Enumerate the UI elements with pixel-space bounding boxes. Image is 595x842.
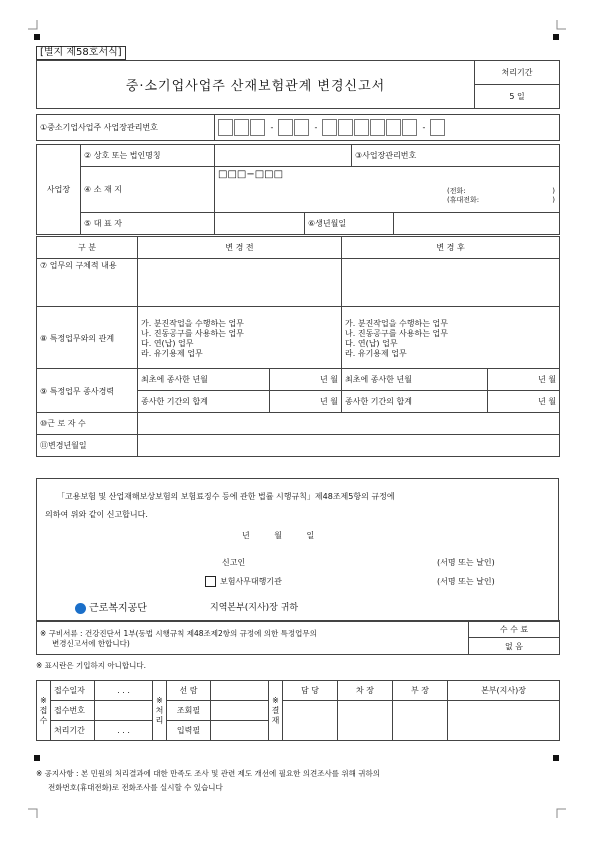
career-total-before[interactable]: 년 월 [270, 391, 342, 413]
proc-query-field [211, 701, 269, 721]
career-first-after[interactable]: 년 월 [488, 369, 560, 391]
receipt-date-label: 접수일자 [51, 681, 95, 701]
declaration-text-1: 「고용보험 및 산업재해보상보험의 보험료징수 등에 관한 법률 시행규칙」제48조제5항의 규정에 [57, 492, 395, 501]
fee-value: 없 음 [469, 638, 560, 655]
registration-mark [553, 34, 559, 40]
special-work-label: ⑧ 특정업무와의 관계 [37, 307, 138, 369]
proc-query-label: 조회필 [167, 701, 211, 721]
change-table [36, 236, 560, 457]
approve-mark: ※ [272, 695, 279, 705]
col-before: 변 경 전 [138, 237, 342, 259]
workplace-group-label: 사업장 [37, 145, 81, 235]
special-option: 가. 분진작업을 수행하는 업무 [345, 318, 448, 328]
mgmt-number-table [36, 114, 560, 141]
birthdate-label: ⑥생년월일 [305, 213, 394, 235]
no-fill-note: ※ 표시란은 기입하지 아니합니다. [36, 661, 147, 670]
work-content-before[interactable] [138, 259, 342, 307]
approve-col-deputy: 차 장 [338, 681, 393, 701]
approve-mark: 재 [271, 715, 280, 725]
receipt-mark: 수 [39, 715, 48, 725]
documents-text-2: 변경신고서에 한합니다) [52, 638, 130, 648]
declaration-text-2: 의하여 위와 같이 신고합니다. [45, 510, 148, 519]
receipt-period-label: 처리기간 [51, 721, 95, 741]
special-work-after[interactable] [342, 307, 560, 369]
company-name-field[interactable] [215, 145, 352, 167]
crop-mark-bottom-left [28, 808, 38, 818]
crop-mark-top-right [556, 20, 566, 30]
receipt-mark: ※ [40, 695, 47, 705]
work-content-label: ⑦ 업무의 구체적 내용 [37, 259, 138, 307]
notice-text-2: 전화번호(휴대전화)로 전화조사를 실시할 수 있습니다 [48, 783, 223, 792]
reporter-label: 신고인 [222, 558, 246, 567]
workers-field[interactable] [138, 413, 560, 435]
workplace-table [36, 144, 560, 235]
workers-label: ⑩근 로 자 수 [37, 413, 138, 435]
reporter-sign[interactable]: (서명 또는 날인) [437, 558, 495, 567]
birthdate-field[interactable] [394, 213, 560, 235]
approve-sign-branch-head [448, 701, 560, 741]
registration-mark [34, 34, 40, 40]
representative-label: ⑤ 대 표 자 [81, 213, 215, 235]
agency-label: 보험사무대행기관 [220, 577, 282, 586]
special-option: 라. 유기용제 업무 [345, 348, 407, 358]
special-option: 나. 진동공구를 사용하는 업무 [141, 328, 244, 338]
phone-label: (전화: [447, 187, 466, 195]
address-field[interactable]: □□□−□□□ (전화: (휴대전화: ) ) [215, 167, 560, 213]
receipt-number-value [95, 701, 153, 721]
office-use-table [36, 680, 560, 741]
change-date-label: ⑪변경년월일 [37, 435, 138, 457]
career-first-label-before: 최초에 종사한 년월 [138, 369, 270, 391]
mobile-label: (휴대전화: [447, 196, 480, 204]
agency-sign[interactable]: (서명 또는 날인) [437, 577, 495, 586]
approve-sign-staff [283, 701, 338, 741]
change-date-field[interactable] [138, 435, 560, 457]
form-title: 중·소기업사업주 산재보험관계 변경신고서 [37, 61, 475, 109]
documents-text-1: ※ 구비서류 : 건강진단서 1부(동법 시행규칙 제48조제2항의 규정에 의한 특정업무의 [40, 628, 317, 638]
career-total-after[interactable]: 년 월 [488, 391, 560, 413]
special-option: 다. 연(납) 업무 [141, 338, 194, 348]
documents-table [36, 620, 560, 655]
registration-mark [34, 755, 40, 761]
proc-mark: 리 [155, 715, 164, 725]
mgmt-number-label: ①중소기업사업주 사업장관리번호 [37, 115, 215, 141]
approve-sign-deputy [338, 701, 393, 741]
crop-mark-top-left [28, 20, 38, 30]
postcode-boxes: □□□−□□□ [218, 169, 284, 180]
approve-col-branch-head: 본부(지사)장 [448, 681, 560, 701]
special-work-before[interactable] [138, 307, 342, 369]
processing-period-value: 5 일 [475, 85, 560, 109]
special-option: 가. 분진작업을 수행하는 업무 [141, 318, 244, 328]
special-option: 라. 유기용제 업무 [141, 348, 203, 358]
proc-review-label: 선 람 [167, 681, 211, 701]
receipt-date-value: . . . [95, 681, 153, 701]
processing-period-label: 처리기간 [475, 61, 560, 85]
form-number-label: [별지 제58호서식] [36, 46, 126, 60]
workplace-mgmt-label: ③사업장관리번호 [355, 151, 417, 160]
career-total-label-after: 종사한 기간의 합계 [342, 391, 488, 413]
crop-mark-bottom-right [556, 808, 566, 818]
declaration-date[interactable]: 년 월 일 [242, 531, 315, 540]
receipt-mark: 접 [39, 705, 48, 715]
proc-mark: ※ [156, 695, 163, 705]
declaration-box [36, 478, 559, 622]
receipt-period-value: . . . [95, 721, 153, 741]
career-label: ⑨ 특정업무 종사경력 [37, 369, 138, 413]
company-name-label: ② 상호 또는 법인명칭 [81, 145, 215, 167]
address-label: ④ 소 재 지 [81, 167, 215, 213]
proc-input-label: 입력필 [167, 721, 211, 741]
kcomwel-logo-icon [75, 603, 86, 614]
career-total-label-before: 종사한 기간의 합계 [138, 391, 270, 413]
proc-review-field [211, 681, 269, 701]
branch-addressee: 지역본부(지사)장 귀하 [210, 603, 299, 613]
work-content-after[interactable] [342, 259, 560, 307]
representative-field[interactable] [215, 213, 305, 235]
proc-input-field [211, 721, 269, 741]
receipt-number-label: 접수번호 [51, 701, 95, 721]
special-option: 나. 진동공구를 사용하는 업무 [345, 328, 448, 338]
approve-col-staff: 담 당 [283, 681, 338, 701]
mgmt-number-input[interactable]: - - - [215, 115, 560, 141]
proc-mark: 처 [155, 705, 164, 715]
approve-mark: 결 [271, 705, 280, 715]
fee-label: 수 수 료 [469, 621, 560, 638]
approve-col-manager: 부 장 [393, 681, 448, 701]
career-first-before[interactable]: 년 월 [270, 369, 342, 391]
org-name: 근로복지공단 [89, 603, 147, 614]
col-category: 구 분 [37, 237, 138, 259]
agency-checkbox[interactable] [205, 576, 216, 587]
col-after: 변 경 후 [342, 237, 560, 259]
notice-text-1: ※ 공지사항 : 본 민원의 처리결과에 대한 만족도 조사 및 관련 제도 개선에 필요한 의견조사를 위해 귀하의 [36, 769, 380, 778]
registration-mark [553, 755, 559, 761]
title-table [36, 60, 560, 109]
approve-sign-manager [393, 701, 448, 741]
career-first-label-after: 최초에 종사한 년월 [342, 369, 488, 391]
special-option: 다. 연(납) 업무 [345, 338, 398, 348]
